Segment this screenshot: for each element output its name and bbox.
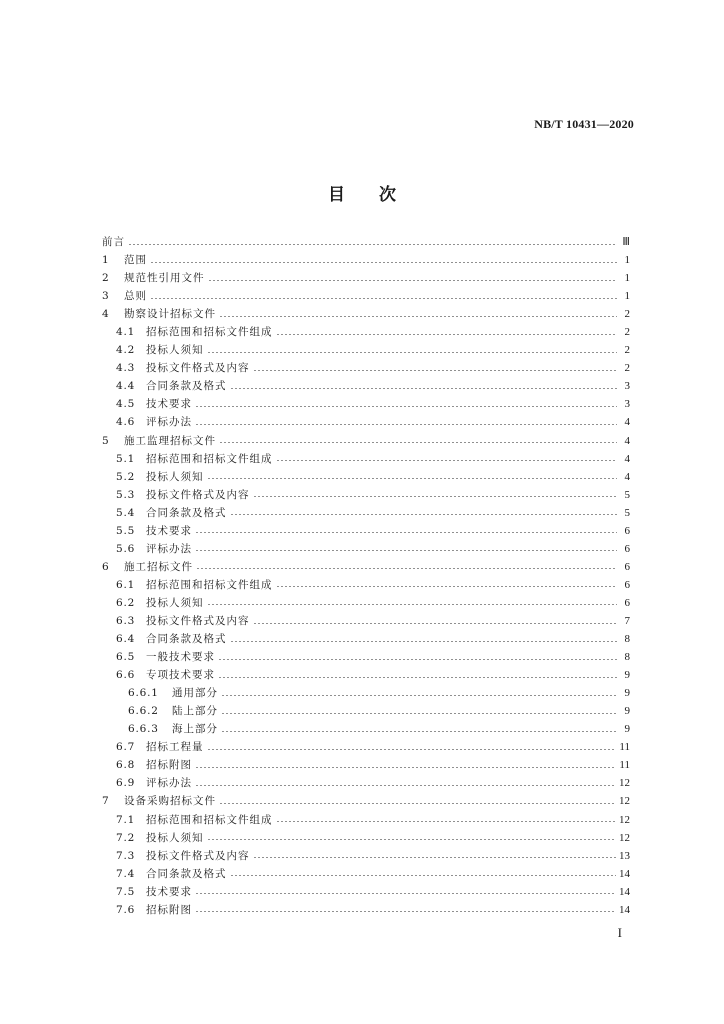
toc-entry-number: 6.1 <box>116 578 136 591</box>
toc-entry-number: 4.1 <box>116 326 136 339</box>
toc-entry-label: 一般技术要求 <box>146 651 215 664</box>
toc-entry-number: 4.2 <box>116 344 136 357</box>
toc-entry-number: 3 <box>102 290 110 303</box>
toc-entry[interactable] <box>102 865 630 883</box>
toc-entry[interactable] <box>102 413 630 431</box>
toc-entry-label: 合同条款及格式 <box>146 506 227 519</box>
toc-entry-number: 6.6.3 <box>128 723 159 736</box>
toc-entry[interactable] <box>102 395 630 413</box>
toc-entry-label: 评标办法 <box>146 542 192 555</box>
toc-entry-label: 投标文件格式及内容 <box>146 488 250 501</box>
toc-leader-dots <box>230 388 618 389</box>
title-char-1: 目 <box>328 185 345 205</box>
toc-leader-dots <box>276 821 617 822</box>
toc-entry-number: 6.2 <box>116 596 136 609</box>
toc-leader-dots <box>195 767 616 768</box>
toc-entry-number: 6.6.2 <box>128 705 159 718</box>
toc-entry-page: 6 <box>624 578 630 591</box>
toc-entry[interactable] <box>102 558 630 576</box>
toc-leader-dots <box>221 731 617 732</box>
toc-entry-page: 3 <box>624 398 630 411</box>
toc-entry-number: 7.3 <box>116 849 136 862</box>
toc-entry-page: 9 <box>624 705 630 718</box>
toc-entry-label: 合同条款及格式 <box>146 633 227 646</box>
toc-entry-page: 1 <box>624 290 630 303</box>
toc-entry-label: 设备采购招标文件 <box>124 795 216 808</box>
toc-entry[interactable] <box>102 883 630 901</box>
toc-entry-number: 6.4 <box>116 633 136 646</box>
toc-leader-dots <box>219 803 616 804</box>
toc-leader-dots <box>150 262 617 263</box>
toc-entry-label: 施工监理招标文件 <box>124 434 216 447</box>
toc-entry-page: 4 <box>624 416 630 429</box>
toc-entry[interactable] <box>102 612 630 630</box>
toc-entry-number: 4.6 <box>116 416 136 429</box>
toc-entry-label: 招标附图 <box>146 759 192 772</box>
toc-leader-dots <box>276 334 618 335</box>
toc-leader-dots <box>230 875 617 876</box>
toc-entry-number: 5.3 <box>116 488 136 501</box>
toc-leader-dots <box>253 370 618 371</box>
toc-entry-page: 12 <box>619 795 630 808</box>
toc-entry-page: 2 <box>624 308 630 321</box>
toc-entry-label: 勘察设计招标文件 <box>124 308 216 321</box>
toc-entry[interactable] <box>102 341 630 359</box>
toc-entry-number: 5.4 <box>116 506 136 519</box>
toc-entry[interactable] <box>102 648 630 666</box>
toc-entry-label: 陆上部分 <box>172 705 218 718</box>
toc-leader-dots <box>221 695 617 696</box>
toc-entry-number: 1 <box>102 254 110 267</box>
toc-entry-label: 评标办法 <box>146 777 192 790</box>
toc-entry-number: 6.5 <box>116 651 136 664</box>
toc-entry-page: 6 <box>624 542 630 555</box>
toc-leader-dots <box>196 568 617 569</box>
toc-entry-label: 合同条款及格式 <box>146 380 227 393</box>
toc-entry[interactable] <box>102 359 630 377</box>
toc-entry-label: 投标人须知 <box>146 344 204 357</box>
toc-leader-dots <box>207 352 618 353</box>
toc-entry-label: 投标文件格式及内容 <box>146 362 250 375</box>
toc-entry-label: 海上部分 <box>172 723 218 736</box>
toc-entry-number: 6.3 <box>116 614 136 627</box>
toc-entry-label: 施工招标文件 <box>124 560 193 573</box>
toc-entry-label: 通用部分 <box>172 687 218 700</box>
toc-entry[interactable] <box>102 287 630 305</box>
toc-entry-page: 14 <box>619 867 630 880</box>
toc-entry[interactable] <box>102 305 630 323</box>
toc-entry-page: 11 <box>619 741 630 754</box>
toc-entry-page: 5 <box>624 506 630 519</box>
toc-leader-dots <box>195 550 617 551</box>
toc-entry[interactable] <box>102 450 630 468</box>
toc-entry-number: 7.1 <box>116 813 136 826</box>
toc-entry-number: 6.6.1 <box>128 687 159 700</box>
toc-entry[interactable] <box>102 251 630 269</box>
toc-entry-label: 专项技术要求 <box>146 669 215 682</box>
toc-leader-dots <box>276 460 618 461</box>
toc-entry-number: 7.2 <box>116 831 136 844</box>
toc-entry-number: 6.8 <box>116 759 136 772</box>
toc-entry[interactable] <box>102 756 630 774</box>
toc-entry-page: 2 <box>624 362 630 375</box>
toc-entry-number: 5.1 <box>116 452 136 465</box>
toc-leader-dots <box>195 785 616 786</box>
toc-entry-page: 4 <box>624 470 630 483</box>
toc-entry-page: 12 <box>619 831 630 844</box>
toc-entry-label: 招标工程量 <box>146 741 204 754</box>
toc-entry-page: 2 <box>624 326 630 339</box>
toc-entry-number: 5 <box>102 434 110 447</box>
toc-entry-page: 3 <box>624 380 630 393</box>
toc-entry[interactable] <box>102 811 630 829</box>
toc-entry-label: 总则 <box>124 290 147 303</box>
toc-leader-dots <box>207 604 618 605</box>
toc-leader-dots <box>219 442 617 443</box>
toc-entry[interactable] <box>102 720 630 738</box>
toc-entry-number: 5.6 <box>116 542 136 555</box>
toc-entry-number: 5.2 <box>116 470 136 483</box>
toc-leader-dots <box>221 713 617 714</box>
toc-entry[interactable] <box>102 774 630 792</box>
toc-leader-dots <box>218 677 617 678</box>
toc-leader-dots <box>207 839 617 840</box>
toc-entry-page: 4 <box>624 452 630 465</box>
toc-entry-number: 2 <box>102 272 110 285</box>
toc-entry-page: 1 <box>624 272 630 285</box>
toc-entry-number: 7 <box>102 795 110 808</box>
toc-leader-dots <box>253 623 618 624</box>
toc-entry-page: 13 <box>619 849 630 862</box>
toc-entry[interactable] <box>102 630 630 648</box>
toc-entry[interactable] <box>102 576 630 594</box>
toc-entry-number: 6 <box>102 560 110 573</box>
toc-entry-page: 8 <box>624 651 630 664</box>
toc-entry-label: 范围 <box>124 254 147 267</box>
toc-leader-dots <box>207 749 617 750</box>
toc-leader-dots <box>218 659 617 660</box>
toc-entry-label: 前言 <box>102 236 125 248</box>
toc-entry-label: 技术要求 <box>146 524 192 537</box>
toc-entry[interactable] <box>102 792 630 810</box>
toc-entry[interactable] <box>102 323 630 341</box>
toc-entry-page: 5 <box>624 488 630 501</box>
toc-entry-number: 6.9 <box>116 777 136 790</box>
toc-entry[interactable] <box>102 540 630 558</box>
toc-entry[interactable] <box>102 738 630 756</box>
toc-entry-number: 6.7 <box>116 741 136 754</box>
toc-entry-label: 招标范围和招标文件组成 <box>146 813 273 826</box>
toc-entry[interactable] <box>102 847 630 865</box>
toc-entry-number: 7.4 <box>116 867 136 880</box>
toc-entry-page: 9 <box>624 687 630 700</box>
toc-entry-label: 评标办法 <box>146 416 192 429</box>
toc-entry[interactable] <box>102 666 630 684</box>
toc-entry-number: 4.3 <box>116 362 136 375</box>
toc-entry-page: 1 <box>624 254 630 267</box>
toc-entry-label: 合同条款及格式 <box>146 867 227 880</box>
toc-entry-page: 14 <box>619 885 630 898</box>
document-code: NB/T 10431—2020 <box>534 117 634 131</box>
toc-entry-number: 7.6 <box>116 903 136 916</box>
table-of-contents <box>102 233 630 919</box>
toc-entry-page: 2 <box>624 344 630 357</box>
toc-leader-dots <box>208 280 618 281</box>
toc-entry[interactable] <box>102 233 630 251</box>
toc-entry-number: 4.5 <box>116 398 136 411</box>
toc-entry[interactable] <box>102 702 630 720</box>
toc-leader-dots <box>253 496 618 497</box>
toc-entry-number: 6.6 <box>116 669 136 682</box>
toc-leader-dots <box>230 514 618 515</box>
toc-entry-page: 6 <box>624 524 630 537</box>
toc-entry-page: 14 <box>619 903 630 916</box>
toc-entry-label: 招标范围和招标文件组成 <box>146 578 273 591</box>
toc-entry-number: 4.4 <box>116 380 136 393</box>
toc-leader-dots <box>195 893 616 894</box>
toc-entry[interactable] <box>102 377 630 395</box>
toc-entry[interactable] <box>102 829 630 847</box>
toc-entry-label: 技术要求 <box>146 885 192 898</box>
toc-entry-page: 6 <box>624 596 630 609</box>
toc-entry[interactable] <box>102 684 630 702</box>
toc-entry-page: 12 <box>619 777 630 790</box>
toc-entry-number: 5.5 <box>116 524 136 537</box>
toc-entry-label: 投标人须知 <box>146 831 204 844</box>
toc-entry-label: 投标人须知 <box>146 470 204 483</box>
toc-entry-page: 6 <box>624 560 630 573</box>
toc-entry-page: 9 <box>624 723 630 736</box>
toc-entry[interactable] <box>102 594 630 612</box>
toc-leader-dots <box>253 857 617 858</box>
toc-entry-page: 9 <box>624 669 630 682</box>
toc-entry-page: 4 <box>624 434 630 447</box>
toc-entry-label: 招标范围和招标文件组成 <box>146 452 273 465</box>
title-char-2: 次 <box>379 185 396 205</box>
toc-leader-dots <box>128 244 617 245</box>
toc-entry-page: 12 <box>619 813 630 826</box>
toc-entry-page: 11 <box>619 759 630 772</box>
toc-entry[interactable] <box>102 504 630 522</box>
toc-entry[interactable] <box>102 522 630 540</box>
toc-entry[interactable] <box>102 432 630 450</box>
toc-entry-label: 规范性引用文件 <box>124 272 205 285</box>
toc-leader-dots <box>195 406 617 407</box>
toc-entry[interactable] <box>102 269 630 287</box>
toc-entry-label: 技术要求 <box>146 398 192 411</box>
toc-entry-label: 投标人须知 <box>146 596 204 609</box>
page-title <box>0 180 724 205</box>
toc-entry-label: 投标文件格式及内容 <box>146 614 250 627</box>
toc-leader-dots <box>219 316 617 317</box>
toc-entry-page: 7 <box>624 614 630 627</box>
toc-leader-dots <box>150 298 617 299</box>
toc-entry-label: 招标附图 <box>146 903 192 916</box>
page-number: I <box>617 925 622 940</box>
toc-entry-page: Ⅲ <box>622 236 630 248</box>
toc-entry[interactable] <box>102 901 630 919</box>
toc-entry-number: 7.5 <box>116 885 136 898</box>
toc-entry-page: 8 <box>624 633 630 646</box>
toc-leader-dots <box>195 911 616 912</box>
toc-leader-dots <box>195 532 617 533</box>
toc-leader-dots <box>230 641 618 642</box>
toc-leader-dots <box>195 424 617 425</box>
toc-leader-dots <box>276 586 618 587</box>
toc-entry-label: 招标范围和招标文件组成 <box>146 326 273 339</box>
toc-entry[interactable] <box>102 486 630 504</box>
toc-entry[interactable] <box>102 468 630 486</box>
toc-leader-dots <box>207 478 618 479</box>
toc-entry-label: 投标文件格式及内容 <box>146 849 250 862</box>
toc-entry-number: 4 <box>102 308 110 321</box>
